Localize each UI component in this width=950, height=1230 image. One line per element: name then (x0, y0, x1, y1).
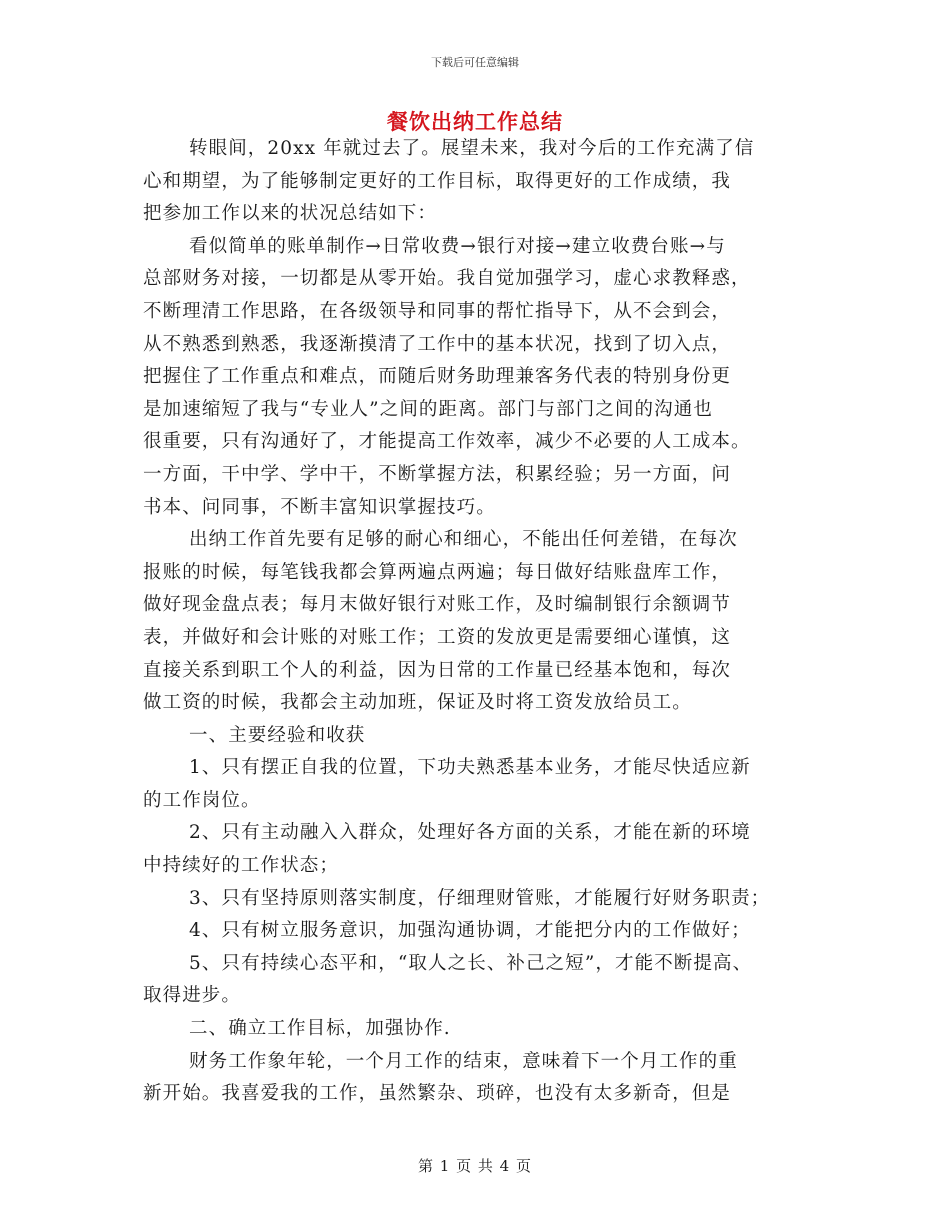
text-line: 4、只有树立服务意识，加强沟通协调，才能把分内的工作做好； (189, 920, 751, 942)
text-line: 中持续好的工作状态； (143, 855, 340, 877)
text-line: 从不熟悉到熟悉，我逐渐摸清了工作中的基本状况，找到了切入点， (143, 333, 732, 355)
text-line: 转眼间，20xx 年就过去了。展望未来，我对今后的工作充满了信 (189, 138, 755, 159)
text-line: 看似简单的账单制作→日常收费→银行对接→建立收费台账→与 (189, 235, 726, 257)
text-line: 书本、问同事，不断丰富知识掌握技巧。 (143, 496, 496, 518)
text-line: 财务工作象年轮，一个月工作的结束，意味着下一个月工作的重 (189, 1050, 738, 1072)
text-line: 新开始。我喜爱我的工作，虽然繁杂、琐碎，也没有太多新奇，但是 (143, 1083, 732, 1105)
text-line: 把握住了工作重点和难点，而随后财务助理兼客务代表的特别身份更 (143, 366, 732, 388)
document-title: 餐饮出纳工作总结 (387, 109, 563, 134)
document-body (143, 133, 815, 1111)
text-line: 3、只有坚持原则落实制度，仔细理财管账，才能履行好财务职责； (189, 887, 771, 909)
text-line: 二、确立工作目标，加强协作. (189, 1018, 451, 1040)
text-line: 取得进步。 (143, 985, 242, 1007)
text-line: 表，并做好和会计账的对账工作；工资的发放更是需要细心谨慎，这 (143, 626, 732, 648)
text-line: 直接关系到职工个人的利益，因为日常的工作量已经基本饱和，每次 (143, 659, 732, 681)
text-line: 做好现金盘点表；每月末做好银行对账工作，及时编制银行余额调节 (143, 594, 732, 616)
text-line: 心和期望，为了能够制定更好的工作目标，取得更好的工作成绩，我 (143, 170, 732, 192)
text-line: 报账的时候，每笔钱我都会算两遍点两遍；每日做好结账盘库工作， (143, 561, 732, 583)
text-line: 一、主要经验和收获 (189, 724, 366, 746)
text-line: 5、只有持续心态平和，“取人之长、补己之短”，才能不断提高、 (189, 952, 753, 974)
text-line: 一方面，干中学、学中干，不断掌握方法，积累经验；另一方面，问 (143, 463, 732, 485)
text-line: 2、只有主动融入入群众，处理好各方面的关系，才能在新的环境 (189, 822, 751, 844)
text-line: 把参加工作以来的状况总结如下： (143, 203, 438, 225)
page-footer: 第 1 页 共 4 页 (418, 1157, 532, 1175)
page-header: 下载后可任意编辑 (431, 56, 519, 69)
text-line: 出纳工作首先要有足够的耐心和细心，不能出任何差错，在每次 (189, 529, 738, 551)
text-line: 不断理清工作思路，在各级领导和同事的帮忙指导下，从不会到会， (143, 300, 732, 322)
text-line: 1、只有摆正自我的位置，下功夫熟悉基本业务，才能尽快适应新 (189, 757, 751, 779)
text-line: 的工作岗位。 (143, 789, 261, 811)
text-line: 很重要，只有沟通好了，才能提高工作效率，减少不必要的人工成本。 (143, 431, 751, 453)
text-line: 做工资的时候，我都会主动加班，保证及时将工资发放给员工。 (143, 692, 692, 714)
text-line: 总部财务对接，一切都是从零开始。我自觉加强学习，虚心求教释惑， (143, 268, 751, 290)
text-line: 是加速缩短了我与“专业人”之间的距离。部门与部门之间的沟通也 (143, 398, 713, 420)
